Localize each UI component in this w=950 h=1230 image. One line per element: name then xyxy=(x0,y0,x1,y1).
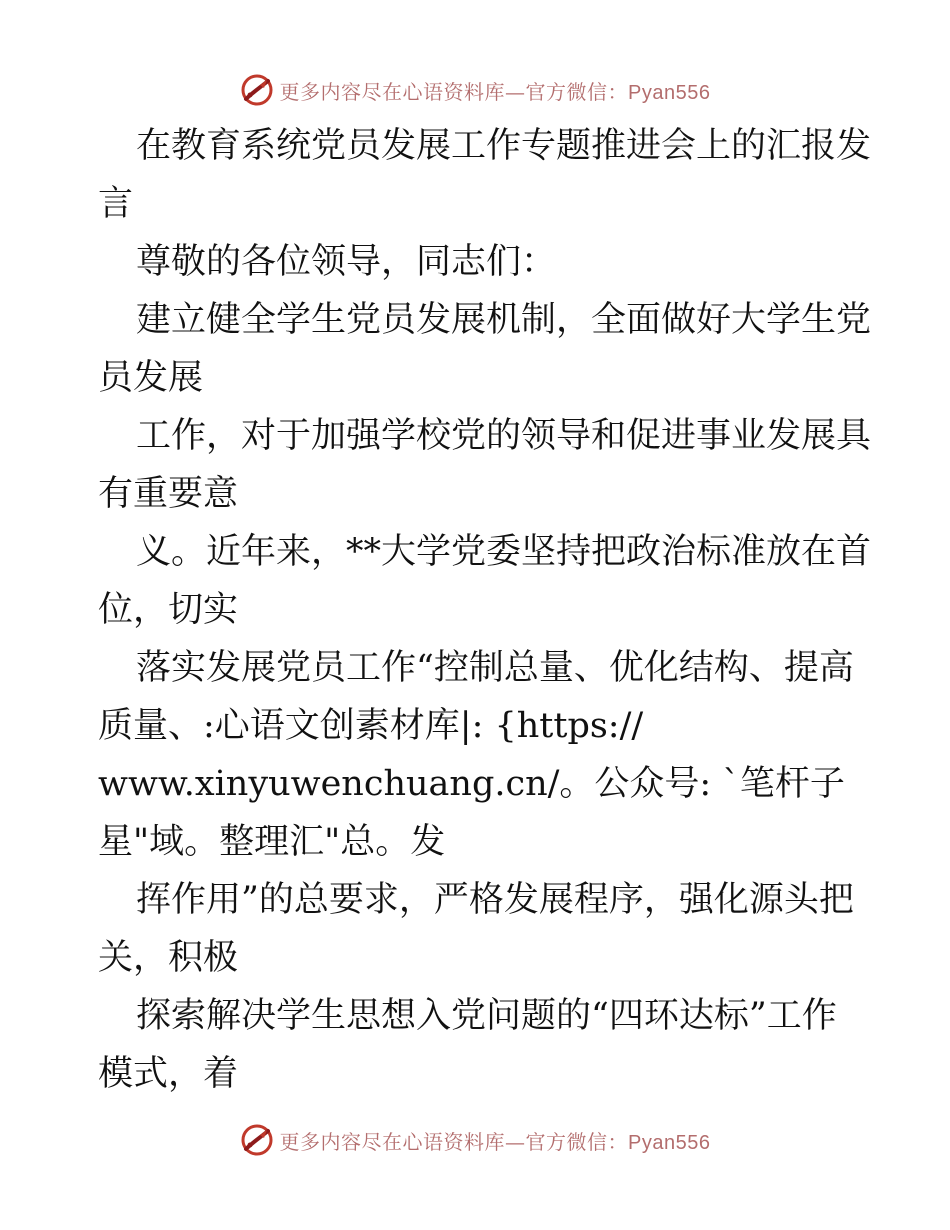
header-banner-wechat-id: Pyan556 xyxy=(628,81,711,104)
doc-line-9: 落实发展党员工作“控制总量、优化结构、提高 xyxy=(136,648,854,688)
doc-line-4: 员发展 xyxy=(98,358,204,398)
footer-banner-title: 更多内容尽在心语资料库 xyxy=(279,1129,506,1154)
doc-line-title-1: 在教育系统党员发展工作专题推进会上的汇报发 xyxy=(136,126,872,166)
header-banner-title: 更多内容尽在心语资料库 xyxy=(279,79,506,104)
header-banner xyxy=(0,70,950,110)
header-banner-content xyxy=(240,73,711,107)
doc-line-13: 挥作用”的总要求，严格发展程序，强化源头把 xyxy=(136,880,854,920)
doc-line-12: 星"域。整理汇"总。发 xyxy=(98,822,446,862)
doc-line-5: 工作，对于加强学校党的领导和促进事业发展具 xyxy=(136,416,872,456)
doc-line-10: 质量、:心语文创素材库|: {https:// xyxy=(98,706,644,746)
footer-banner-dash: — xyxy=(505,1129,526,1154)
doc-line-3: 建立健全学生党员发展机制，全面做好大学生党 xyxy=(136,300,872,340)
doc-line-7: 义。近年来，**大学党委坚持把政治标准放在首 xyxy=(136,532,872,572)
doc-line-title-2: 言 xyxy=(98,184,134,224)
doc-line-6: 有重要意 xyxy=(98,474,239,514)
doc-line-11: www.xinyuwenchuang.cn/。公众号: `笔杆子 xyxy=(98,764,845,804)
header-banner-dash: — xyxy=(505,79,526,104)
doc-line-16: 模式，着 xyxy=(98,1054,239,1094)
footer-banner-content xyxy=(240,1123,711,1157)
pen-nib-logo-icon xyxy=(240,73,274,107)
footer-banner-wechat-id: Pyan556 xyxy=(628,1131,711,1154)
header-banner-text xyxy=(280,76,711,105)
doc-line-salutation: 尊敬的各位领导，同志们： xyxy=(136,242,557,282)
doc-line-15: 探索解决学生思想入党问题的“四环达标”工作 xyxy=(136,996,837,1036)
footer-banner xyxy=(0,1120,950,1160)
doc-line-8: 位，切实 xyxy=(98,590,239,630)
doc-line-14: 关，积极 xyxy=(98,938,239,978)
footer-banner-wechat-label: 官方微信： xyxy=(525,1129,629,1154)
header-banner-wechat-label: 官方微信： xyxy=(525,79,629,104)
pen-nib-logo-icon xyxy=(240,1123,274,1157)
footer-banner-text xyxy=(280,1126,711,1155)
document-body xyxy=(98,117,872,1103)
